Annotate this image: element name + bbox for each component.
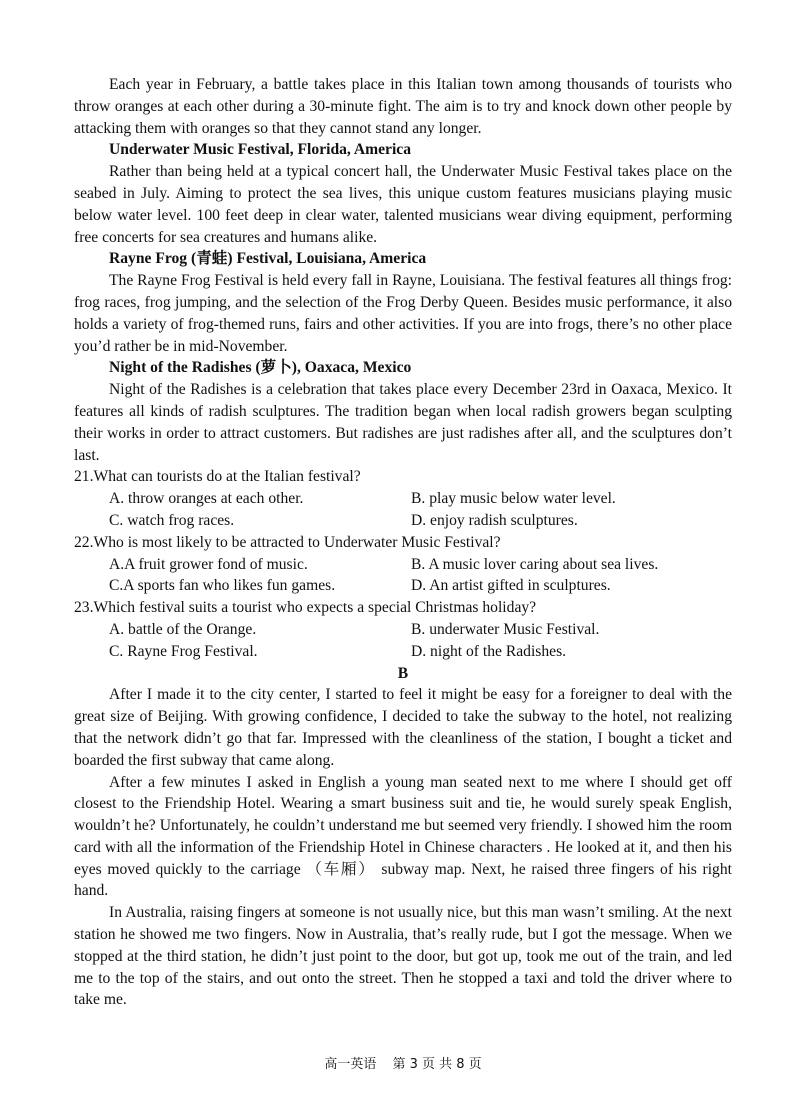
option-row: [74, 575, 732, 597]
option-d: D. night of the Radishes.: [411, 642, 567, 660]
option-b: B. underwater Music Festival.: [411, 620, 600, 638]
question-stem: 21.What can tourists do at the Italian festival?: [74, 468, 361, 486]
option-c: C. watch frog races.: [109, 511, 235, 529]
option-c: C.A sports fan who likes fun games.: [109, 577, 336, 595]
passage-b-paragraph-2: After a few minutes I asked in English a young man seated next to me where I should get off closest to the Friendship Hotel. Wearing a smart business suit and tie, he would surely speak English, wouldn’t he? Unfortunately, he couldn’t understand me but seemed very friendly. I showed him the room card with all the information of the Friendship Hotel in Chinese characters . He looked at it, and then his eyes moved quickly to the carriage （车厢） subway map. Next, he raised three fingers of his right hand.: [74, 773, 732, 900]
option-a: A.A fruit grower fond of music.: [109, 555, 308, 573]
option-a: A. battle of the Orange.: [109, 620, 257, 638]
question-23: [74, 597, 732, 662]
option-b: B. play music below water level.: [411, 490, 616, 508]
footer-page-number: 第 3 页 共 8 页: [392, 1057, 482, 1072]
option-row: [74, 619, 732, 641]
frog-festival-heading: Rayne Frog (青蛙) Festival, Louisiana, America: [109, 250, 427, 268]
page-footer: [0, 1057, 806, 1073]
option-b: B. A music lover caring about sea lives.: [411, 555, 659, 573]
section-b-label: B: [397, 664, 409, 682]
question-stem: 22.Who is most likely to be attracted to Underwater Music Festival?: [74, 533, 501, 551]
question-22: [74, 532, 732, 597]
frog-festival-paragraph: The Rayne Frog Festival is held every fall in Rayne, Louisiana. The festival features all things frog: frog races, frog jumping, and the selection of the Frog Derby Queen. Besides music performance, it also holds a variety of frog-themed runs, fairs and other activities. If you are into frogs, there’s no other place you’d rather be in mid-November.: [74, 272, 732, 355]
exam-page: [74, 74, 732, 1011]
option-d: D. enjoy radish sculptures.: [411, 511, 578, 529]
option-c: C. Rayne Frog Festival.: [109, 642, 258, 660]
option-row: [74, 554, 732, 576]
underwater-festival-paragraph: Rather than being held at a typical concert hall, the Underwater Music Festival takes place on the seabed in July. Aiming to protect the sea lives, this unique custom features musicians playing music below water level. 100 feet deep in clear water, talented musicians wear diving equipment, performing free concerts for sea creatures and humans alike.: [74, 163, 732, 246]
option-row: [74, 510, 732, 532]
option-row: [74, 641, 732, 663]
footer-subject: 高一英语: [324, 1057, 377, 1072]
question-stem: 23.Which festival suits a tourist who expects a special Christmas holiday?: [74, 599, 537, 617]
radish-festival-heading: Night of the Radishes (萝卜), Oaxaca, Mexico: [109, 359, 412, 377]
option-row: [74, 488, 732, 510]
option-a: A. throw oranges at each other.: [109, 490, 304, 508]
question-21: [74, 466, 732, 531]
passage-b-paragraph-3: In Australia, raising fingers at someone is not usually nice, but this man wasn’t smiling. At the next station he showed me two fingers. Now in Australia, that’s really rude, but I got the message. When we stopped at the third station, he didn’t just point to the door, but got up, took me out of the train, and led me to the top of the stairs, and out onto the street. Then he stopped a taxi and told the driver where to take me.: [74, 904, 732, 1009]
underwater-festival-heading: Underwater Music Festival, Florida, America: [109, 141, 411, 159]
option-d: D. An artist gifted in sculptures.: [411, 577, 611, 595]
orange-battle-paragraph: Each year in February, a battle takes place in this Italian town among thousands of tourists who throw oranges at each other during a 30-minute fight. The aim is to try and knock down other people by attacking them with oranges so that they cannot stand any longer.: [74, 76, 732, 137]
radish-festival-paragraph: Night of the Radishes is a celebration that takes place every December 23rd in Oaxaca, Mexico. It features all kinds of radish sculptures. The tradition began when local radish growers began sculpting their works in order to attract customers. But radishes are just radishes after all, and the sculptures don’t last.: [74, 381, 732, 464]
passage-b-paragraph-1: After I made it to the city center, I started to feel it might be easy for a foreigner to deal with the great size of Beijing. With growing confidence, I decided to take the subway to the hotel, not realizing that the network didn’t go that far. Impressed with the cleanliness of the station, I bought a ticket and boarded the first subway that came along.: [74, 686, 732, 769]
